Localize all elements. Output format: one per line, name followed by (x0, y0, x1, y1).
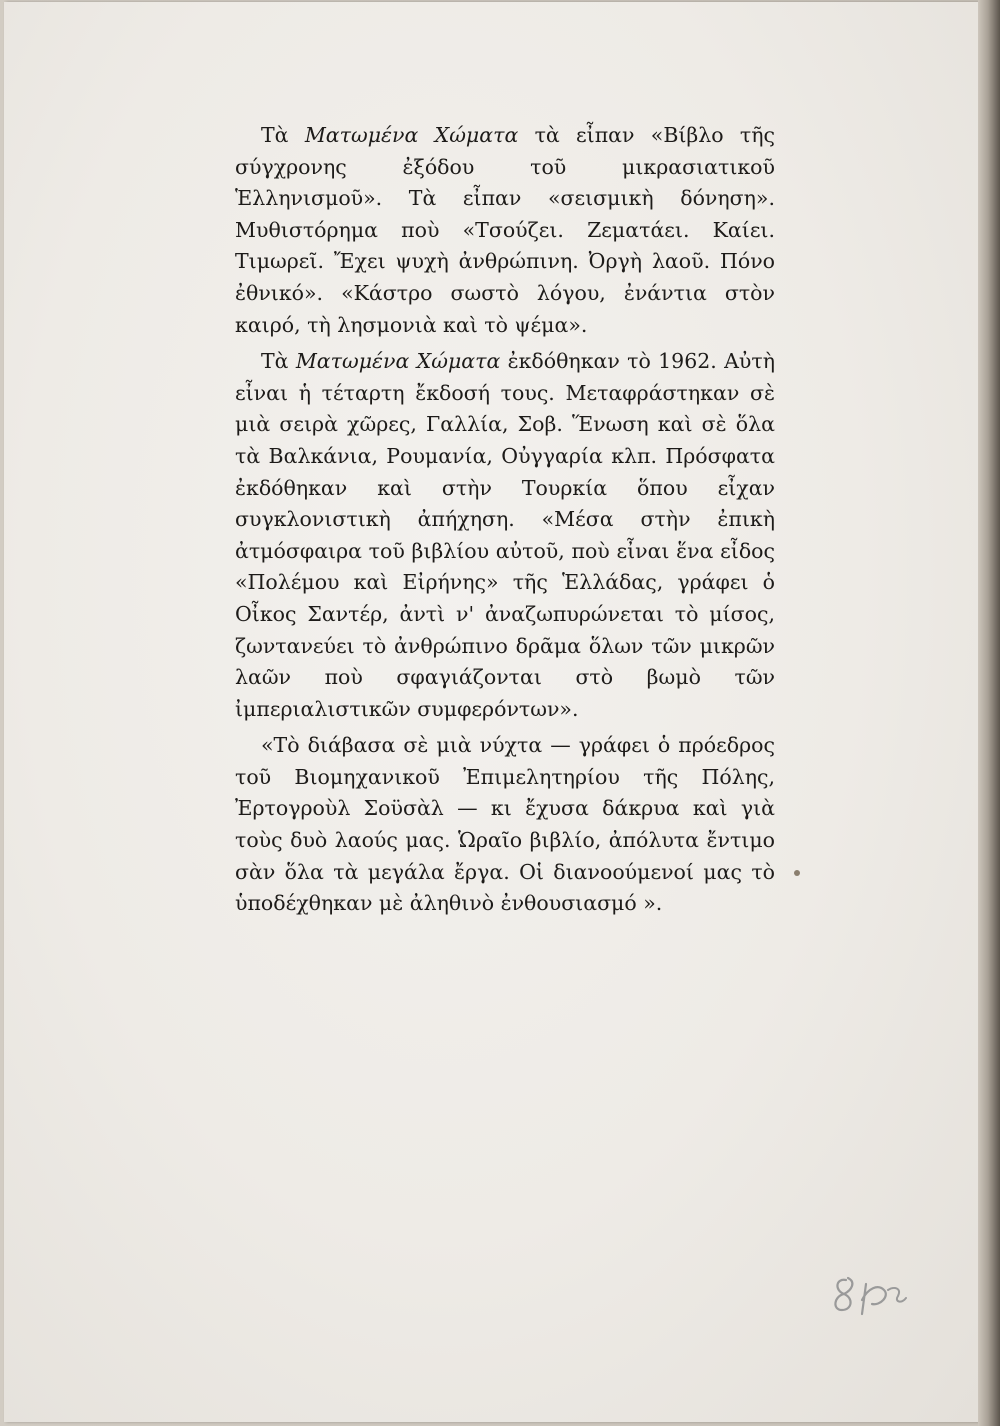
paragraph-1-lead: Τὰ (261, 123, 305, 147)
paragraph-2 (235, 346, 775, 725)
paragraph-2-lead: Τὰ (261, 349, 296, 374)
handwritten-pencil-note (832, 1270, 912, 1328)
paragraph-1-body: τὰ εἶπαν «Βίβλο τῆς σύγχρονης ἐξόδου τοῦ μικρασιατικοῦ Ἑλληνισμοῦ». Τὰ εἶπαν «σεισμικὴ δόνηση». Μυθιστόρημα ποὺ «Τσούζει. Ζεματάει. Καίει. Τιμωρεῖ. Ἔχει ψυχὴ ἀνθρώπινη. Ὀργὴ λαοῦ. Πόνο ἐθνικό». «Κάστρο σωστὸ λόγου, ἐνάντια στὸν καιρό, τὴ λησμονιὰ καὶ τὸ ψέμα». (235, 123, 776, 337)
paragraph-1 (235, 120, 775, 341)
paper-speck (794, 870, 800, 876)
body-text (235, 120, 775, 925)
book-title: Ματωμένα Χώματα (295, 349, 501, 374)
paragraph-2-body: ἐκδόθηκαν τὸ 1962. Αὐτὴ εἶναι ἡ τέταρτη ἔκδοσή τους. Μεταφράστηκαν σὲ μιὰ σειρὰ χῶρες, Γαλλία, Σοβ. Ἕνωση καὶ σὲ ὅλα τὰ Βαλκάνια, Ρουμανία, Οὐγγαρία κλπ. Πρόσφατα ἐκδόθηκαν καὶ στὴν Τουρκία ὅπου εἶχαν συγκλονιστικὴ ἀπήχηση. «Μέσα στὴν ἐπικὴ ἀτμόσφαιρα τοῦ βιβλίου αὐτοῦ, ποὺ εἶναι ἕνα εἶδος «Πολέμου καὶ Εἰρήνης» τῆς Ἑλλάδας, γράφει ὁ Οἶκος Σαντέρ, ἀντὶ ν' ἀναζωπυρώνεται τὸ μίσος, ζωντανεύει τὸ ἀνθρώπινο δρᾶμα ὅλων τῶν μικρῶν λαῶν ποὺ σφαγιάζονται στὸ βωμὸ τῶν ἰμπεριαλιστικῶν συμφερόντων». (235, 349, 775, 721)
paper-sheet (4, 2, 978, 1422)
paragraph-3-quote: «Τὸ διάβασα σὲ μιὰ νύχτα — γράφει ὁ πρόεδρος τοῦ Βιομηχανικοῦ Ἐπιμελητηρίου τῆς Πόλης, Ἐρτογροὺλ Σοϋσὰλ — κι ἔχυσα δάκρυα καὶ γιὰ τοὺς δυὸ λαούς μας. Ὡραῖο βιβλίο, ἀπόλυτα ἔντιμο σὰν ὅλα τὰ μεγάλα ἔργα. Οἱ διανοούμενοί μας τὸ ὑποδέχθηκαν μὲ ἀληθινὸ ἐνθουσιασμό ». (235, 733, 775, 916)
book-page-edge (978, 0, 1000, 1426)
book-title: Ματωμένα Χώματα (304, 123, 519, 147)
